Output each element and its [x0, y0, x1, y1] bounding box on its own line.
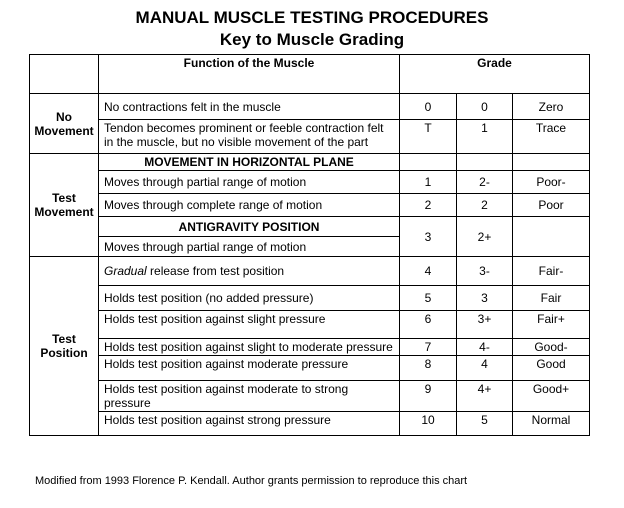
function-text: release from test position	[146, 264, 285, 278]
grade-numeric-cell: 9	[400, 381, 457, 412]
grade-label-cell: Zero	[513, 94, 590, 120]
grade-label-cell: Normal	[513, 412, 590, 436]
table-row	[30, 339, 590, 356]
subheader-antigravity: ANTIGRAVITY POSITION	[99, 217, 400, 237]
function-cell: Holds test position against slight pressure	[99, 311, 400, 339]
grade-numeric-cell: T	[400, 120, 457, 154]
grade-score-cell: 1	[457, 120, 513, 154]
grade-numeric-cell: 6	[400, 311, 457, 339]
table-row	[30, 356, 590, 381]
grade-label-cell: Poor	[513, 194, 590, 217]
table-row	[30, 257, 590, 286]
grade-numeric-cell: 5	[400, 286, 457, 311]
table-row	[30, 412, 590, 436]
function-cell: Holds test position against moderate pressure	[99, 356, 400, 381]
grade-score-cell: 3	[457, 286, 513, 311]
empty-cell	[457, 154, 513, 171]
function-cell: Holds test position against moderate to strong pressure	[99, 381, 400, 412]
grade-numeric-cell: 7	[400, 339, 457, 356]
empty-cell	[513, 154, 590, 171]
grade-numeric-cell: 8	[400, 356, 457, 381]
page-subtitle: Key to Muscle Grading	[219, 30, 405, 49]
page-title: MANUAL MUSCLE TESTING PROCEDURES	[135, 8, 489, 27]
category-test-position: Test Position	[30, 257, 99, 436]
footer-note: Modified from 1993 Florence P. Kendall. Author grants permission to reproduce this chart	[35, 475, 468, 487]
table-row	[30, 286, 590, 311]
function-cell: Holds test position against slight to moderate pressure	[99, 339, 400, 356]
function-cell: No contractions felt in the muscle	[99, 94, 400, 120]
grade-column-header: Grade	[400, 55, 590, 94]
grade-numeric-cell: 10	[400, 412, 457, 436]
function-column-header: Function of the Muscle	[99, 55, 400, 94]
grade-label-cell: Fair+	[513, 311, 590, 339]
grade-score-cell: 2+	[457, 217, 513, 257]
table-row	[30, 120, 590, 154]
grade-label-cell	[513, 217, 590, 257]
category-no-movement: No Movement	[30, 94, 99, 154]
grade-score-cell: 3+	[457, 311, 513, 339]
muscle-grading-table	[29, 54, 590, 436]
grade-label-cell: Trace	[513, 120, 590, 154]
subheader-row	[30, 154, 590, 171]
grade-score-cell: 4-	[457, 339, 513, 356]
grade-score-cell: 2	[457, 194, 513, 217]
function-cell	[99, 257, 400, 286]
function-cell: Moves through partial range of motion	[99, 171, 400, 194]
grade-numeric-cell: 3	[400, 217, 457, 257]
grade-score-cell: 4+	[457, 381, 513, 412]
table-row	[30, 194, 590, 217]
grade-score-cell: 3-	[457, 257, 513, 286]
grade-score-cell: 5	[457, 412, 513, 436]
header-empty-cell	[30, 55, 99, 94]
grade-numeric-cell: 1	[400, 171, 457, 194]
table-row	[30, 381, 590, 412]
category-test-movement: Test Movement	[30, 154, 99, 257]
function-cell: Holds test position against strong pressure	[99, 412, 400, 436]
grade-score-cell: 0	[457, 94, 513, 120]
function-cell: Holds test position (no added pressure)	[99, 286, 400, 311]
empty-cell	[400, 154, 457, 171]
subheader-row	[30, 217, 590, 237]
table-row	[30, 171, 590, 194]
grade-label-cell: Good-	[513, 339, 590, 356]
grade-label-cell: Good	[513, 356, 590, 381]
table-row	[30, 311, 590, 339]
grade-score-cell: 4	[457, 356, 513, 381]
grade-label-cell: Good+	[513, 381, 590, 412]
function-cell: Moves through partial range of motion	[99, 237, 400, 257]
grade-numeric-cell: 0	[400, 94, 457, 120]
table-row	[30, 94, 590, 120]
table-header-row	[30, 55, 590, 94]
grade-numeric-cell: 4	[400, 257, 457, 286]
grade-label-cell: Fair-	[513, 257, 590, 286]
subheader-horizontal-plane: MOVEMENT IN HORIZONTAL PLANE	[99, 154, 400, 171]
function-cell: Moves through complete range of motion	[99, 194, 400, 217]
function-emphasis: Gradual	[104, 264, 147, 278]
grade-label-cell: Poor-	[513, 171, 590, 194]
grade-score-cell: 2-	[457, 171, 513, 194]
function-cell: Tendon becomes prominent or feeble contraction felt in the muscle, but no visible movement of the part	[99, 120, 400, 154]
grade-numeric-cell: 2	[400, 194, 457, 217]
grade-label-cell: Fair	[513, 286, 590, 311]
